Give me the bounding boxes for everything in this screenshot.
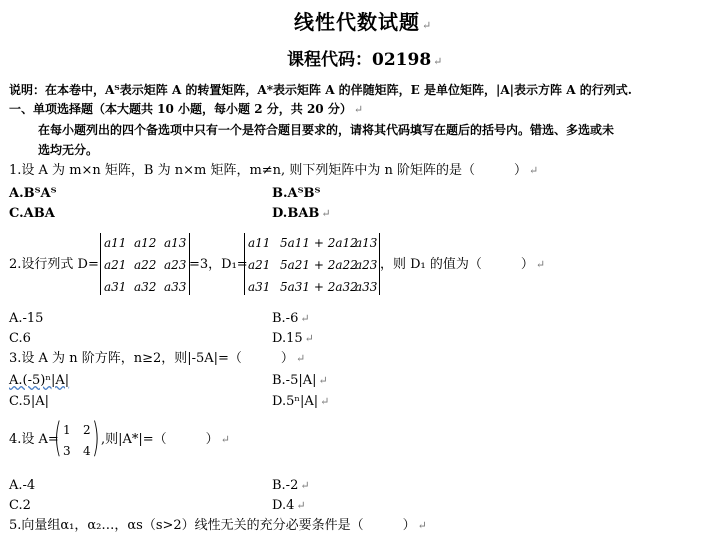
matrix-entry: a11 (248, 236, 271, 250)
matrix-entry: 5a11 + 2a12 (280, 236, 358, 250)
question-2-stem-suffix: ，则 D₁ 的值为（ ） ↵ (380, 257, 546, 272)
exam-note: 说明：在本卷中，Aᵀ表示矩阵 A 的转置矩阵，A*表示矩阵 A 的伴随矩阵，E 是单位矩阵，|A|表示方阵 A 的行列式. (9, 83, 632, 97)
question-3-option-d: D.5ⁿ|A| ↵ (272, 394, 330, 409)
matrix-entry: 5a31 + 2a32 (280, 280, 358, 294)
matrix-right-paren: ) (91, 415, 100, 461)
question-4-option-c: C.2 (9, 498, 31, 513)
question-3-option-b: B.-5|A| ↵ (272, 373, 328, 388)
matrix-entry: a12 (134, 236, 157, 250)
question-4-option-b: B.-2 ↵ (272, 478, 310, 493)
question-2-equals: =3，D₁= (189, 257, 248, 272)
matrix-entry: a31 (104, 280, 127, 294)
matrix-entry: a13 (355, 236, 378, 250)
question-1-option-c: C.ABA (9, 206, 55, 221)
page-title: 线性代数试题 ↵ (294, 10, 433, 34)
matrix-entry: a11 (104, 236, 127, 250)
section-instruction-cont: 选均无分。 (38, 143, 99, 157)
question-3-option-a: A.(-5)ⁿ|A| (9, 373, 70, 388)
matrix-entry: a33 (164, 280, 187, 294)
matrix-entry: 5a21 + 2a22 (280, 258, 358, 272)
matrix-left-paren: ( (53, 415, 62, 461)
matrix-entry: a22 (134, 258, 157, 272)
question-1-option-b: B.AᵀBᵀ (272, 186, 321, 201)
matrix-entry: a31 (248, 280, 271, 294)
course-code: 课程代码：02198 ↵ (287, 50, 443, 70)
question-4-option-a: A.-4 (9, 478, 36, 493)
question-4-option-d: D.4 ↵ (272, 498, 306, 513)
section-instruction: 在每小题列出的四个备选项中只有一个是符合题目要求的，请将其代码填写在题后的括号内。错选、多选或未 (38, 123, 615, 137)
question-5-stem: 5.向量组α₁，α₂…，αs（s>2）线性无关的充分必要条件是（ ） ↵ (9, 518, 427, 533)
matrix-entry: a33 (355, 280, 378, 294)
section-heading: 一、单项选择题（本大题共 10 小题，每小题 2 分，共 20 分） ↵ (9, 102, 364, 116)
matrix-entry: 2 (83, 423, 91, 437)
matrix-entry: a21 (104, 258, 127, 272)
question-3-option-c: C.5|A| (9, 394, 50, 409)
question-2-option-a: A.-15 (9, 311, 44, 326)
matrix-entry: a23 (355, 258, 378, 272)
question-4-stem-suffix: ,则|A*|=（ ） ↵ (101, 432, 230, 447)
question-1-option-d: D.BAB ↵ (272, 206, 331, 221)
question-2-option-d: D.15 ↵ (272, 331, 314, 346)
question-2-option-c: C.6 (9, 331, 31, 346)
matrix-entry: a23 (164, 258, 187, 272)
question-3-stem: 3.设 A 为 n 阶方阵，n≥2，则|-5A|=（ ） ↵ (9, 351, 306, 366)
matrix-entry: a21 (248, 258, 271, 272)
matrix-entry: a13 (164, 236, 187, 250)
question-2-stem-prefix: 2.设行列式 D= (9, 257, 99, 272)
question-2-option-b: B.-6 ↵ (272, 311, 310, 326)
matrix-entry: a32 (134, 280, 157, 294)
matrix-entry: 1 (63, 423, 71, 437)
question-4-stem-prefix: 4.设 A= (9, 432, 59, 447)
matrix-entry: 4 (83, 444, 91, 458)
matrix-entry: 3 (63, 444, 71, 458)
question-1-option-a: A.BᵀAᵀ (9, 186, 57, 201)
question-1-stem: 1.设 A 为 m×n 矩阵，B 为 n×m 矩阵，m≠n, 则下列矩阵中为 n 阶矩阵的是（ ） ↵ (9, 163, 539, 178)
